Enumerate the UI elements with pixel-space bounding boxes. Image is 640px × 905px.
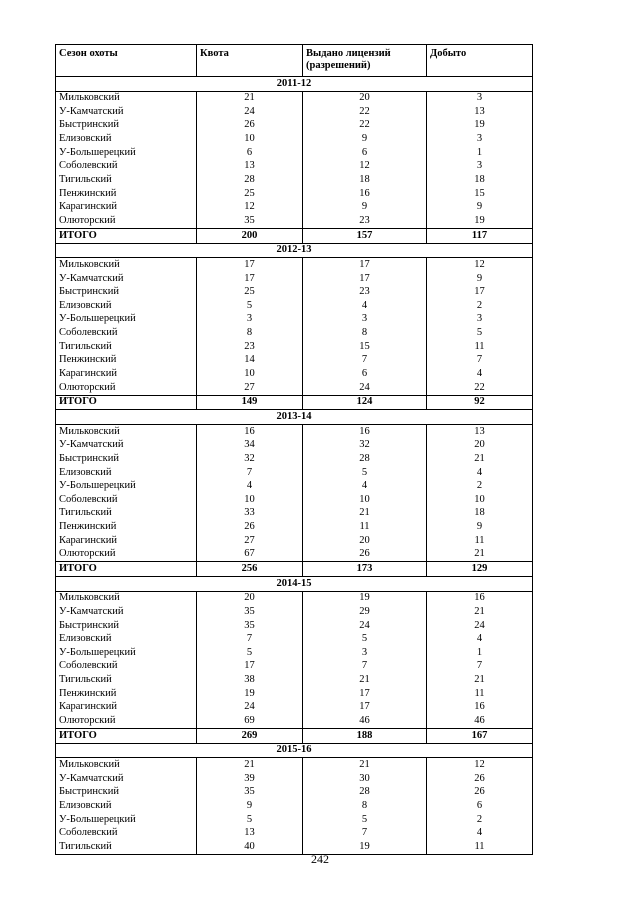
total-value: 167 (427, 729, 533, 744)
table-row (56, 439, 533, 453)
value-cell: 35 (197, 786, 303, 800)
value-cell: 40 (197, 840, 303, 854)
district-cell: Пенжинский (56, 687, 197, 701)
value-cell: 17 (427, 286, 533, 300)
value-cell: 26 (197, 119, 303, 133)
district-cell: Мильковский (56, 758, 197, 772)
district-cell: Олюторский (56, 714, 197, 728)
value-cell: 7 (197, 466, 303, 480)
season-label: 2011-12 (56, 77, 533, 92)
value-cell: 16 (427, 701, 533, 715)
total-label: ИТОГО (56, 729, 197, 744)
value-cell: 24 (197, 105, 303, 119)
value-cell: 4 (303, 299, 427, 313)
value-cell: 32 (303, 439, 427, 453)
season-row (56, 77, 533, 92)
value-cell: 16 (303, 187, 427, 201)
value-cell: 8 (197, 327, 303, 341)
district-cell: Пенжинский (56, 354, 197, 368)
value-cell: 17 (303, 272, 427, 286)
total-value: 149 (197, 395, 303, 410)
table-row (56, 327, 533, 341)
season-row (56, 577, 533, 592)
district-cell: Мильковский (56, 425, 197, 439)
table-row (56, 674, 533, 688)
district-cell: Елизовский (56, 299, 197, 313)
table-row (56, 521, 533, 535)
value-cell: 24 (197, 701, 303, 715)
value-cell: 18 (427, 173, 533, 187)
value-cell: 19 (303, 840, 427, 854)
value-cell: 6 (303, 367, 427, 381)
value-cell: 17 (197, 258, 303, 272)
district-cell: Быстринский (56, 119, 197, 133)
district-cell: Карагинский (56, 201, 197, 215)
header-licenses-issued: Выдано лицензий (разрешений) (303, 45, 427, 77)
value-cell: 6 (197, 146, 303, 160)
district-cell: Елизовский (56, 633, 197, 647)
value-cell: 16 (303, 425, 427, 439)
district-cell: У-Большерецкий (56, 813, 197, 827)
district-cell: Соболевский (56, 160, 197, 174)
value-cell: 19 (427, 119, 533, 133)
value-cell: 5 (303, 813, 427, 827)
value-cell: 11 (427, 840, 533, 854)
district-cell: Мильковский (56, 258, 197, 272)
district-cell: Быстринский (56, 619, 197, 633)
total-value: 92 (427, 395, 533, 410)
table-row (56, 813, 533, 827)
value-cell: 3 (303, 646, 427, 660)
table-row (56, 480, 533, 494)
value-cell: 27 (197, 381, 303, 395)
value-cell: 2 (427, 813, 533, 827)
value-cell: 7 (303, 660, 427, 674)
value-cell: 10 (427, 493, 533, 507)
table-row (56, 701, 533, 715)
table-row (56, 758, 533, 772)
district-cell: У-Большерецкий (56, 146, 197, 160)
table-row (56, 381, 533, 395)
value-cell: 17 (197, 272, 303, 286)
value-cell: 3 (303, 313, 427, 327)
value-cell: 38 (197, 674, 303, 688)
header-quota: Квота (197, 45, 303, 77)
total-label: ИТОГО (56, 395, 197, 410)
value-cell: 22 (427, 381, 533, 395)
table-row (56, 786, 533, 800)
district-cell: Тигильский (56, 507, 197, 521)
value-cell: 3 (197, 313, 303, 327)
value-cell: 13 (197, 160, 303, 174)
total-value: 173 (303, 562, 427, 577)
value-cell: 16 (197, 425, 303, 439)
district-cell: Соболевский (56, 493, 197, 507)
value-cell: 21 (197, 758, 303, 772)
value-cell: 19 (197, 687, 303, 701)
district-cell: Соболевский (56, 327, 197, 341)
table-row (56, 133, 533, 147)
table-row (56, 340, 533, 354)
value-cell: 8 (303, 327, 427, 341)
table-row (56, 493, 533, 507)
header-season: Сезон охоты (56, 45, 197, 77)
total-row (56, 395, 533, 410)
value-cell: 15 (427, 187, 533, 201)
table-row (56, 425, 533, 439)
value-cell: 4 (197, 480, 303, 494)
table-row (56, 660, 533, 674)
value-cell: 21 (303, 507, 427, 521)
table-row (56, 286, 533, 300)
value-cell: 26 (427, 772, 533, 786)
district-cell: Елизовский (56, 133, 197, 147)
district-cell: У-Камчатский (56, 105, 197, 119)
value-cell: 21 (303, 758, 427, 772)
value-cell: 28 (303, 452, 427, 466)
value-cell: 17 (303, 687, 427, 701)
value-cell: 46 (427, 714, 533, 728)
value-cell: 18 (427, 507, 533, 521)
value-cell: 15 (303, 340, 427, 354)
value-cell: 21 (427, 548, 533, 562)
table-row (56, 313, 533, 327)
district-cell: У-Камчатский (56, 439, 197, 453)
table-row (56, 187, 533, 201)
district-cell: У-Большерецкий (56, 646, 197, 660)
season-label: 2015-16 (56, 743, 533, 758)
total-value: 157 (303, 229, 427, 244)
table-row (56, 173, 533, 187)
table-row (56, 146, 533, 160)
value-cell: 2 (427, 299, 533, 313)
value-cell: 12 (303, 160, 427, 174)
district-cell: Соболевский (56, 827, 197, 841)
value-cell: 21 (197, 91, 303, 105)
district-cell: Елизовский (56, 799, 197, 813)
value-cell: 26 (303, 548, 427, 562)
table-row (56, 160, 533, 174)
value-cell: 10 (197, 133, 303, 147)
district-cell: Олюторский (56, 548, 197, 562)
total-label: ИТОГО (56, 229, 197, 244)
table-row (56, 591, 533, 605)
value-cell: 7 (427, 660, 533, 674)
value-cell: 20 (197, 591, 303, 605)
value-cell: 21 (427, 605, 533, 619)
value-cell: 13 (427, 425, 533, 439)
value-cell: 4 (427, 827, 533, 841)
value-cell: 30 (303, 772, 427, 786)
value-cell: 11 (427, 340, 533, 354)
value-cell: 11 (303, 521, 427, 535)
value-cell: 24 (303, 381, 427, 395)
value-cell: 13 (427, 105, 533, 119)
table-row (56, 633, 533, 647)
value-cell: 3 (427, 133, 533, 147)
district-cell: Карагинский (56, 367, 197, 381)
value-cell: 5 (197, 813, 303, 827)
value-cell: 13 (197, 827, 303, 841)
value-cell: 22 (303, 105, 427, 119)
district-cell: Соболевский (56, 660, 197, 674)
district-cell: Пенжинский (56, 187, 197, 201)
value-cell: 24 (303, 619, 427, 633)
value-cell: 33 (197, 507, 303, 521)
district-cell: Елизовский (56, 466, 197, 480)
season-label: 2012-13 (56, 243, 533, 258)
district-cell: Олюторский (56, 214, 197, 228)
value-cell: 10 (303, 493, 427, 507)
value-cell: 3 (427, 160, 533, 174)
value-cell: 9 (427, 201, 533, 215)
value-cell: 24 (427, 619, 533, 633)
total-row (56, 729, 533, 744)
table-row (56, 201, 533, 215)
table-row (56, 772, 533, 786)
value-cell: 1 (427, 646, 533, 660)
total-value: 256 (197, 562, 303, 577)
value-cell: 35 (197, 619, 303, 633)
value-cell: 14 (197, 354, 303, 368)
total-label: ИТОГО (56, 562, 197, 577)
value-cell: 67 (197, 548, 303, 562)
district-cell: Олюторский (56, 381, 197, 395)
table-row (56, 827, 533, 841)
district-cell: У-Большерецкий (56, 480, 197, 494)
table-row (56, 452, 533, 466)
value-cell: 12 (427, 758, 533, 772)
table-row (56, 119, 533, 133)
district-cell: Карагинский (56, 701, 197, 715)
value-cell: 7 (427, 354, 533, 368)
value-cell: 12 (197, 201, 303, 215)
total-value: 117 (427, 229, 533, 244)
table-row (56, 619, 533, 633)
district-cell: Тигильский (56, 674, 197, 688)
value-cell: 7 (303, 354, 427, 368)
value-cell: 2 (427, 480, 533, 494)
value-cell: 11 (427, 687, 533, 701)
value-cell: 18 (303, 173, 427, 187)
value-cell: 10 (197, 367, 303, 381)
value-cell: 7 (197, 633, 303, 647)
table-row (56, 299, 533, 313)
season-row (56, 410, 533, 425)
value-cell: 25 (197, 187, 303, 201)
value-cell: 5 (303, 633, 427, 647)
value-cell: 34 (197, 439, 303, 453)
value-cell: 27 (197, 534, 303, 548)
value-cell: 4 (303, 480, 427, 494)
value-cell: 19 (427, 214, 533, 228)
value-cell: 17 (197, 660, 303, 674)
value-cell: 9 (303, 133, 427, 147)
district-cell: У-Камчатский (56, 605, 197, 619)
value-cell: 21 (427, 452, 533, 466)
value-cell: 3 (427, 91, 533, 105)
district-cell: Мильковский (56, 591, 197, 605)
total-row (56, 229, 533, 244)
table-row (56, 272, 533, 286)
value-cell: 9 (427, 272, 533, 286)
season-label: 2013-14 (56, 410, 533, 425)
value-cell: 29 (303, 605, 427, 619)
district-cell: Карагинский (56, 534, 197, 548)
value-cell: 46 (303, 714, 427, 728)
table-row (56, 507, 533, 521)
table-row (56, 367, 533, 381)
district-cell: У-Большерецкий (56, 313, 197, 327)
district-cell: Мильковский (56, 91, 197, 105)
value-cell: 26 (427, 786, 533, 800)
value-cell: 23 (197, 340, 303, 354)
value-cell: 17 (303, 258, 427, 272)
total-value: 200 (197, 229, 303, 244)
value-cell: 9 (427, 521, 533, 535)
value-cell: 21 (303, 674, 427, 688)
value-cell: 35 (197, 214, 303, 228)
table-row (56, 799, 533, 813)
value-cell: 5 (427, 327, 533, 341)
value-cell: 23 (303, 286, 427, 300)
value-cell: 12 (427, 258, 533, 272)
value-cell: 28 (197, 173, 303, 187)
value-cell: 9 (197, 799, 303, 813)
season-label: 2014-15 (56, 577, 533, 592)
value-cell: 11 (427, 534, 533, 548)
table-row (56, 534, 533, 548)
district-cell: Быстринский (56, 286, 197, 300)
total-row (56, 562, 533, 577)
page-number: 242 (311, 852, 329, 866)
value-cell: 16 (427, 591, 533, 605)
value-cell: 7 (303, 827, 427, 841)
district-cell: Тигильский (56, 173, 197, 187)
total-value: 124 (303, 395, 427, 410)
value-cell: 3 (427, 313, 533, 327)
value-cell: 17 (303, 701, 427, 715)
season-row (56, 743, 533, 758)
value-cell: 20 (427, 439, 533, 453)
header-row (56, 45, 533, 77)
value-cell: 28 (303, 786, 427, 800)
district-cell: Тигильский (56, 840, 197, 854)
table-row (56, 466, 533, 480)
value-cell: 32 (197, 452, 303, 466)
value-cell: 4 (427, 466, 533, 480)
table-row (56, 646, 533, 660)
district-cell: У-Камчатский (56, 772, 197, 786)
data-table (55, 44, 533, 855)
district-cell: Пенжинский (56, 521, 197, 535)
value-cell: 1 (427, 146, 533, 160)
value-cell: 6 (303, 146, 427, 160)
total-value: 129 (427, 562, 533, 577)
value-cell: 10 (197, 493, 303, 507)
district-cell: Быстринский (56, 452, 197, 466)
district-cell: Тигильский (56, 340, 197, 354)
value-cell: 69 (197, 714, 303, 728)
value-cell: 5 (303, 466, 427, 480)
value-cell: 5 (197, 299, 303, 313)
table-row (56, 605, 533, 619)
value-cell: 35 (197, 605, 303, 619)
district-cell: У-Камчатский (56, 272, 197, 286)
table-row (56, 354, 533, 368)
value-cell: 20 (303, 534, 427, 548)
value-cell: 6 (427, 799, 533, 813)
value-cell: 22 (303, 119, 427, 133)
total-value: 269 (197, 729, 303, 744)
value-cell: 19 (303, 591, 427, 605)
district-cell: Быстринский (56, 786, 197, 800)
table-body (56, 77, 533, 855)
value-cell: 4 (427, 633, 533, 647)
table-row (56, 214, 533, 228)
value-cell: 26 (197, 521, 303, 535)
total-value: 188 (303, 729, 427, 744)
value-cell: 8 (303, 799, 427, 813)
value-cell: 4 (427, 367, 533, 381)
value-cell: 23 (303, 214, 427, 228)
value-cell: 25 (197, 286, 303, 300)
value-cell: 21 (427, 674, 533, 688)
value-cell: 5 (197, 646, 303, 660)
table-row (56, 714, 533, 728)
table-row (56, 258, 533, 272)
header-harvested: Добыто (427, 45, 533, 77)
table-row (56, 548, 533, 562)
value-cell: 39 (197, 772, 303, 786)
table-row (56, 687, 533, 701)
season-row (56, 243, 533, 258)
table-row (56, 91, 533, 105)
table-row (56, 105, 533, 119)
value-cell: 9 (303, 201, 427, 215)
value-cell: 20 (303, 91, 427, 105)
